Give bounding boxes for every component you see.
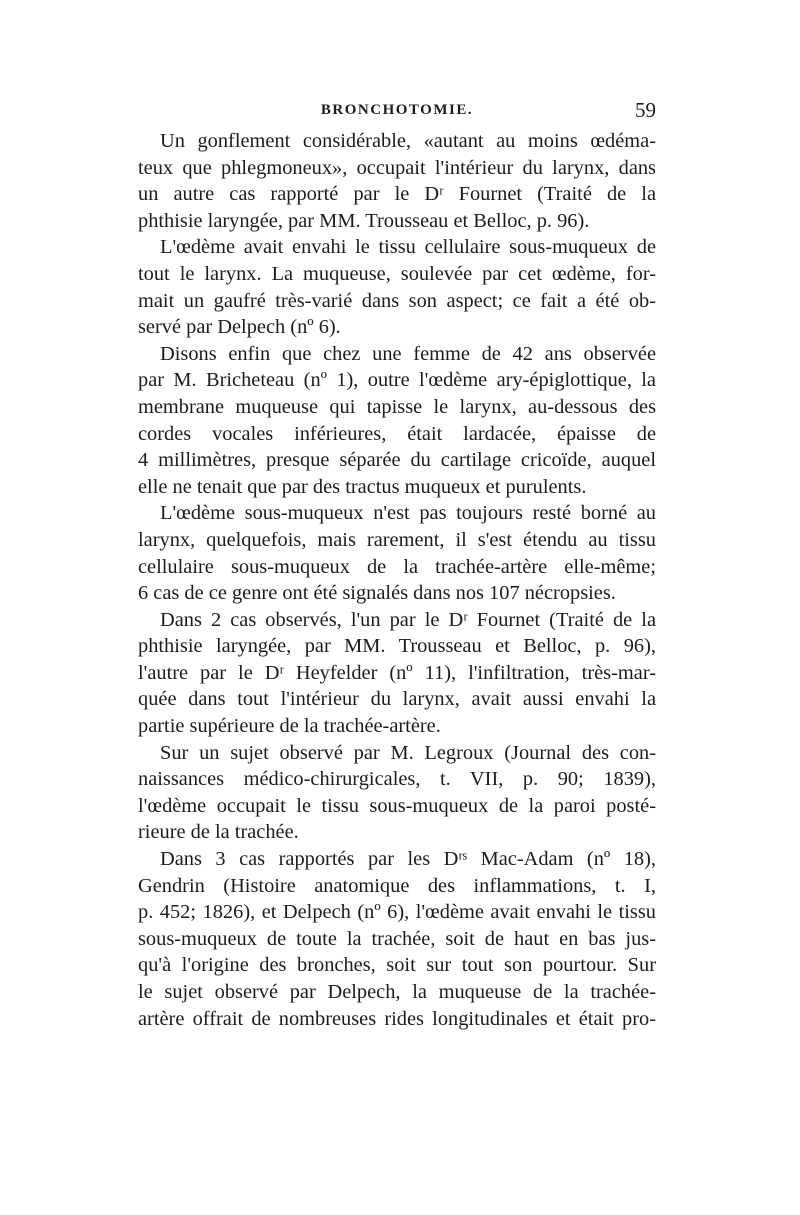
text-line: elle ne tenait que par des tractus muqueux et purulents. xyxy=(138,475,587,498)
text-line: Dans 2 cas observés, l'un par le Dʳ Fournet (Traité de la xyxy=(160,608,656,631)
paragraph xyxy=(138,128,656,234)
text-line: rieure de la trachée. xyxy=(138,821,299,844)
paragraph xyxy=(138,846,656,1032)
paragraph xyxy=(138,341,656,501)
text-line: artère offrait de nombreuses rides longitudinales et était pro- xyxy=(138,1007,656,1030)
text-line: larynx, quelquefois, mais rarement, il s'est étendu au tissu xyxy=(138,528,656,551)
text-line: 4 millimètres, presque séparée du cartilage cricoïde, auquel xyxy=(138,449,656,472)
text-line: L'œdème sous-muqueux n'est pas toujours resté borné au xyxy=(160,502,656,525)
text-line: phthisie laryngée, par MM. Trousseau et Belloc, p. 96), xyxy=(138,635,656,658)
text-line: un autre cas rapporté par le Dʳ Fournet (Traité de la xyxy=(138,183,656,206)
text-line: partie supérieure de la trachée-artère. xyxy=(138,715,441,738)
text-line: naissances médico-chirurgicales, t. VII, p. 90; 1839), xyxy=(138,768,656,791)
text-line: Gendrin (Histoire anatomique des inflammations, t. I, xyxy=(138,874,656,897)
text-line: p. 452; 1826), et Delpech (nº 6), l'œdème avait envahi le tissu xyxy=(138,901,656,924)
text-line: qu'à l'origine des bronches, soit sur tout son pourtour. Sur xyxy=(138,954,656,977)
text-line: par M. Bricheteau (nº 1), outre l'œdème ary-épiglottique, la xyxy=(138,369,656,392)
body-text xyxy=(138,128,656,1032)
text-line: l'autre par le Dʳ Heyfelder (nº 11), l'infiltration, très-mar- xyxy=(138,661,656,684)
paragraph xyxy=(138,500,656,606)
text-line: Disons enfin que chez une femme de 42 ans observée xyxy=(160,342,656,365)
text-line: l'œdème occupait le tissu sous-muqueux de la paroi posté- xyxy=(138,794,656,817)
paragraph xyxy=(138,740,656,846)
text-line: phthisie laryngée, par MM. Trousseau et Belloc, p. 96). xyxy=(138,209,590,232)
running-title: BRONCHOTOMIE. xyxy=(320,102,474,118)
text-line: sous-muqueux de toute la trachée, soit de haut en bas jus- xyxy=(138,927,656,950)
text-line: teux que phlegmoneux», occupait l'intérieur du larynx, dans xyxy=(138,156,656,179)
text-line: Un gonflement considérable, «autant au moins œdéma- xyxy=(160,130,656,152)
text-line: le sujet observé par Delpech, la muqueuse de la trachée- xyxy=(138,981,656,1003)
text-line: L'œdème avait envahi le tissu cellulaire sous-muqueux de xyxy=(160,236,656,259)
text-line: servé par Delpech (nº 6). xyxy=(138,316,341,339)
page-number: 59 xyxy=(635,98,656,122)
text-line: cordes vocales inférieures, était lardacée, épaisse de xyxy=(138,422,656,445)
text-line: 6 cas de ce genre ont été signalés dans nos 107 nécropsies. xyxy=(138,582,616,605)
text-line: Dans 3 cas rapportés par les Dʳˢ Mac-Adam (nº 18), xyxy=(160,848,656,871)
page-header xyxy=(138,100,656,124)
text-line: cellulaire sous-muqueux de la trachée-artère elle-même; xyxy=(138,555,656,578)
text-line: quée dans tout l'intérieur du larynx, avait aussi envahi la xyxy=(138,688,656,711)
text-line: Sur un sujet observé par M. Legroux (Journal des con- xyxy=(160,741,656,764)
paragraph xyxy=(138,607,656,740)
text-line: tout le larynx. La muqueuse, soulevée par cet œdème, for- xyxy=(138,262,656,285)
text-line: membrane muqueuse qui tapisse le larynx, au-dessous des xyxy=(138,395,656,418)
text-line: mait un gaufré très-varié dans son aspect; ce fait a été ob- xyxy=(138,289,656,312)
paragraph xyxy=(138,234,656,340)
